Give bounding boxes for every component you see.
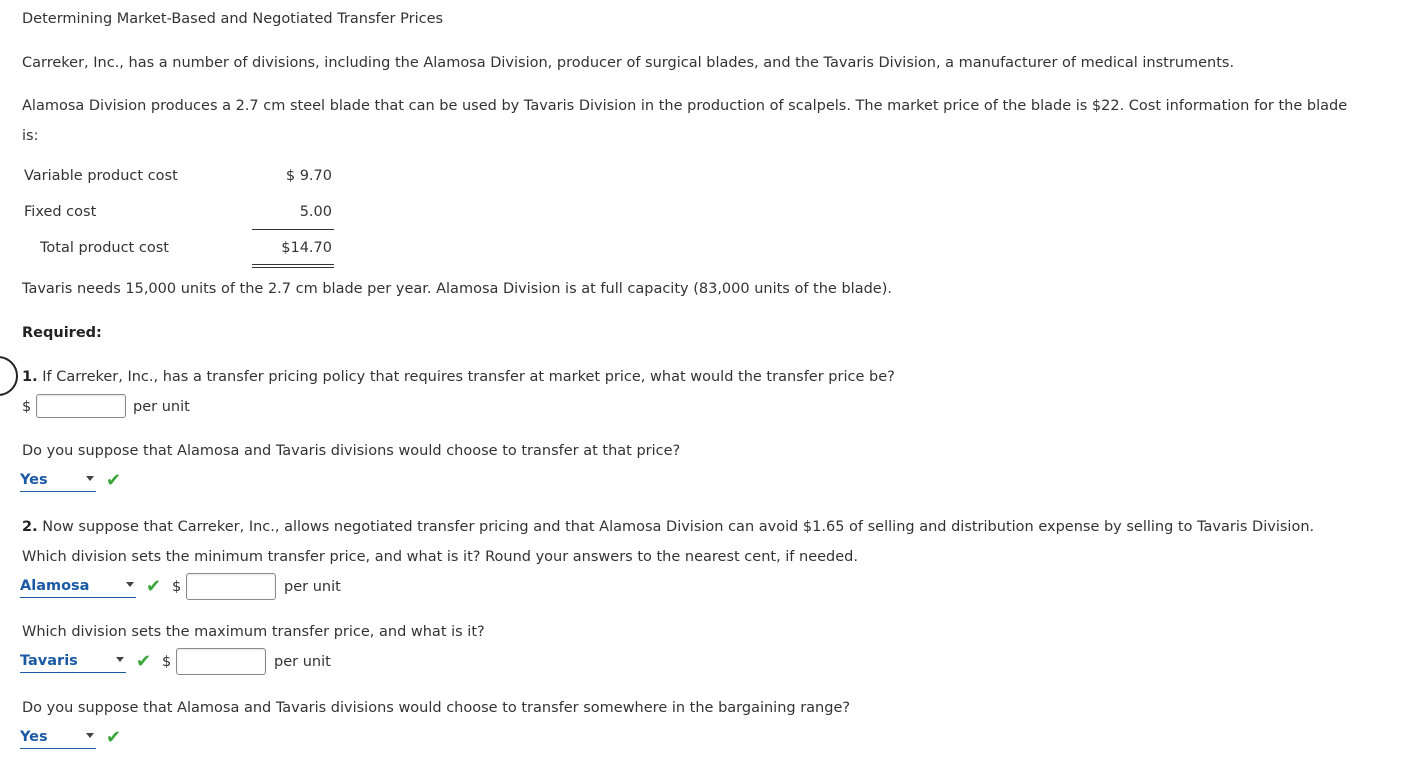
chevron-down-icon [126,582,134,587]
check-icon: ✔ [146,576,162,597]
progress-circle-marker [0,356,18,396]
q2-range-select[interactable] [20,729,96,749]
q2-range-question: Do you suppose that Alamosa and Tavaris divisions would choose to transfer somewhere in the bargaining range? [22,700,851,716]
total-double-rule [252,264,334,265]
q2-max-unit-label: per unit [274,654,331,670]
cost-row-value: $ 9.70 [285,168,332,184]
q2-min-question: Which division sets the minimum transfer price, and what is it? Round your answers to the nearest cent, if needed. [22,549,858,565]
total-double-rule [252,267,334,268]
select-value: Yes [20,472,48,488]
chevron-down-icon [116,657,124,662]
q2-min-currency: $ [172,579,182,595]
q1-currency: $ [22,399,32,415]
cost-row-label: Fixed cost [24,204,97,220]
chevron-down-icon [86,476,94,481]
q2-max-question: Which division sets the maximum transfer price, and what is it? [22,624,485,640]
check-icon: ✔ [106,727,122,748]
q2-max-division-select[interactable] [20,653,126,673]
check-icon: ✔ [136,651,152,672]
q2-min-unit-label: per unit [284,579,341,595]
q2-question [22,519,1314,535]
cost-row-label: Variable product cost [24,168,178,184]
q2-max-currency: $ [162,654,172,670]
q1-text: If Carreker, Inc., has a transfer pricing policy that requires transfer at market price, what would the transfer price be? [42,369,895,385]
required-heading: Required: [22,325,102,341]
select-value: Alamosa [20,578,90,594]
select-value: Tavaris [20,653,78,669]
intro-text: Carreker, Inc., has a number of divisions, including the Alamosa Division, producer of surgical blades, and the Tavaris Division, a manufacturer of medical instruments. [22,55,1235,71]
check-icon: ✔ [106,470,122,491]
blade-info-text: Alamosa Division produces a 2.7 cm steel blade that can be used by Tavaris Division in the production of scalpels. The market price of the blade is $22. Cost information for the blade [22,98,1348,114]
q1-question [22,369,895,385]
q1-unit-label: per unit [133,399,190,415]
cost-row-label: Total product cost [40,240,169,256]
q1-transfer-price-input[interactable] [36,394,126,418]
q2-max-price-input[interactable] [176,648,266,675]
cost-row-value: 5.00 [299,204,332,220]
q2-text: Now suppose that Carreker, Inc., allows negotiated transfer pricing and that Alamosa Division can avoid $1.65 of selling and distribution expense by selling to Tavaris Division. [42,519,1315,535]
q2-number: 2. [22,519,38,535]
page-title: Determining Market-Based and Negotiated Transfer Prices [22,11,444,27]
cost-row-value: $14.70 [281,240,332,256]
q2-min-division-select[interactable] [20,578,136,598]
q2-min-price-input[interactable] [186,573,276,600]
subtotal-rule [252,229,334,230]
q1-transfer-select[interactable] [20,472,96,492]
chevron-down-icon [86,733,94,738]
select-value: Yes [20,729,48,745]
q1-followup: Do you suppose that Alamosa and Tavaris divisions would choose to transfer at that price? [22,443,681,459]
needs-text: Tavaris needs 15,000 units of the 2.7 cm blade per year. Alamosa Division is at full capacity (83,000 units of the blade). [22,281,892,297]
blade-info-text-cont: is: [22,128,39,144]
q1-number: 1. [22,369,38,385]
